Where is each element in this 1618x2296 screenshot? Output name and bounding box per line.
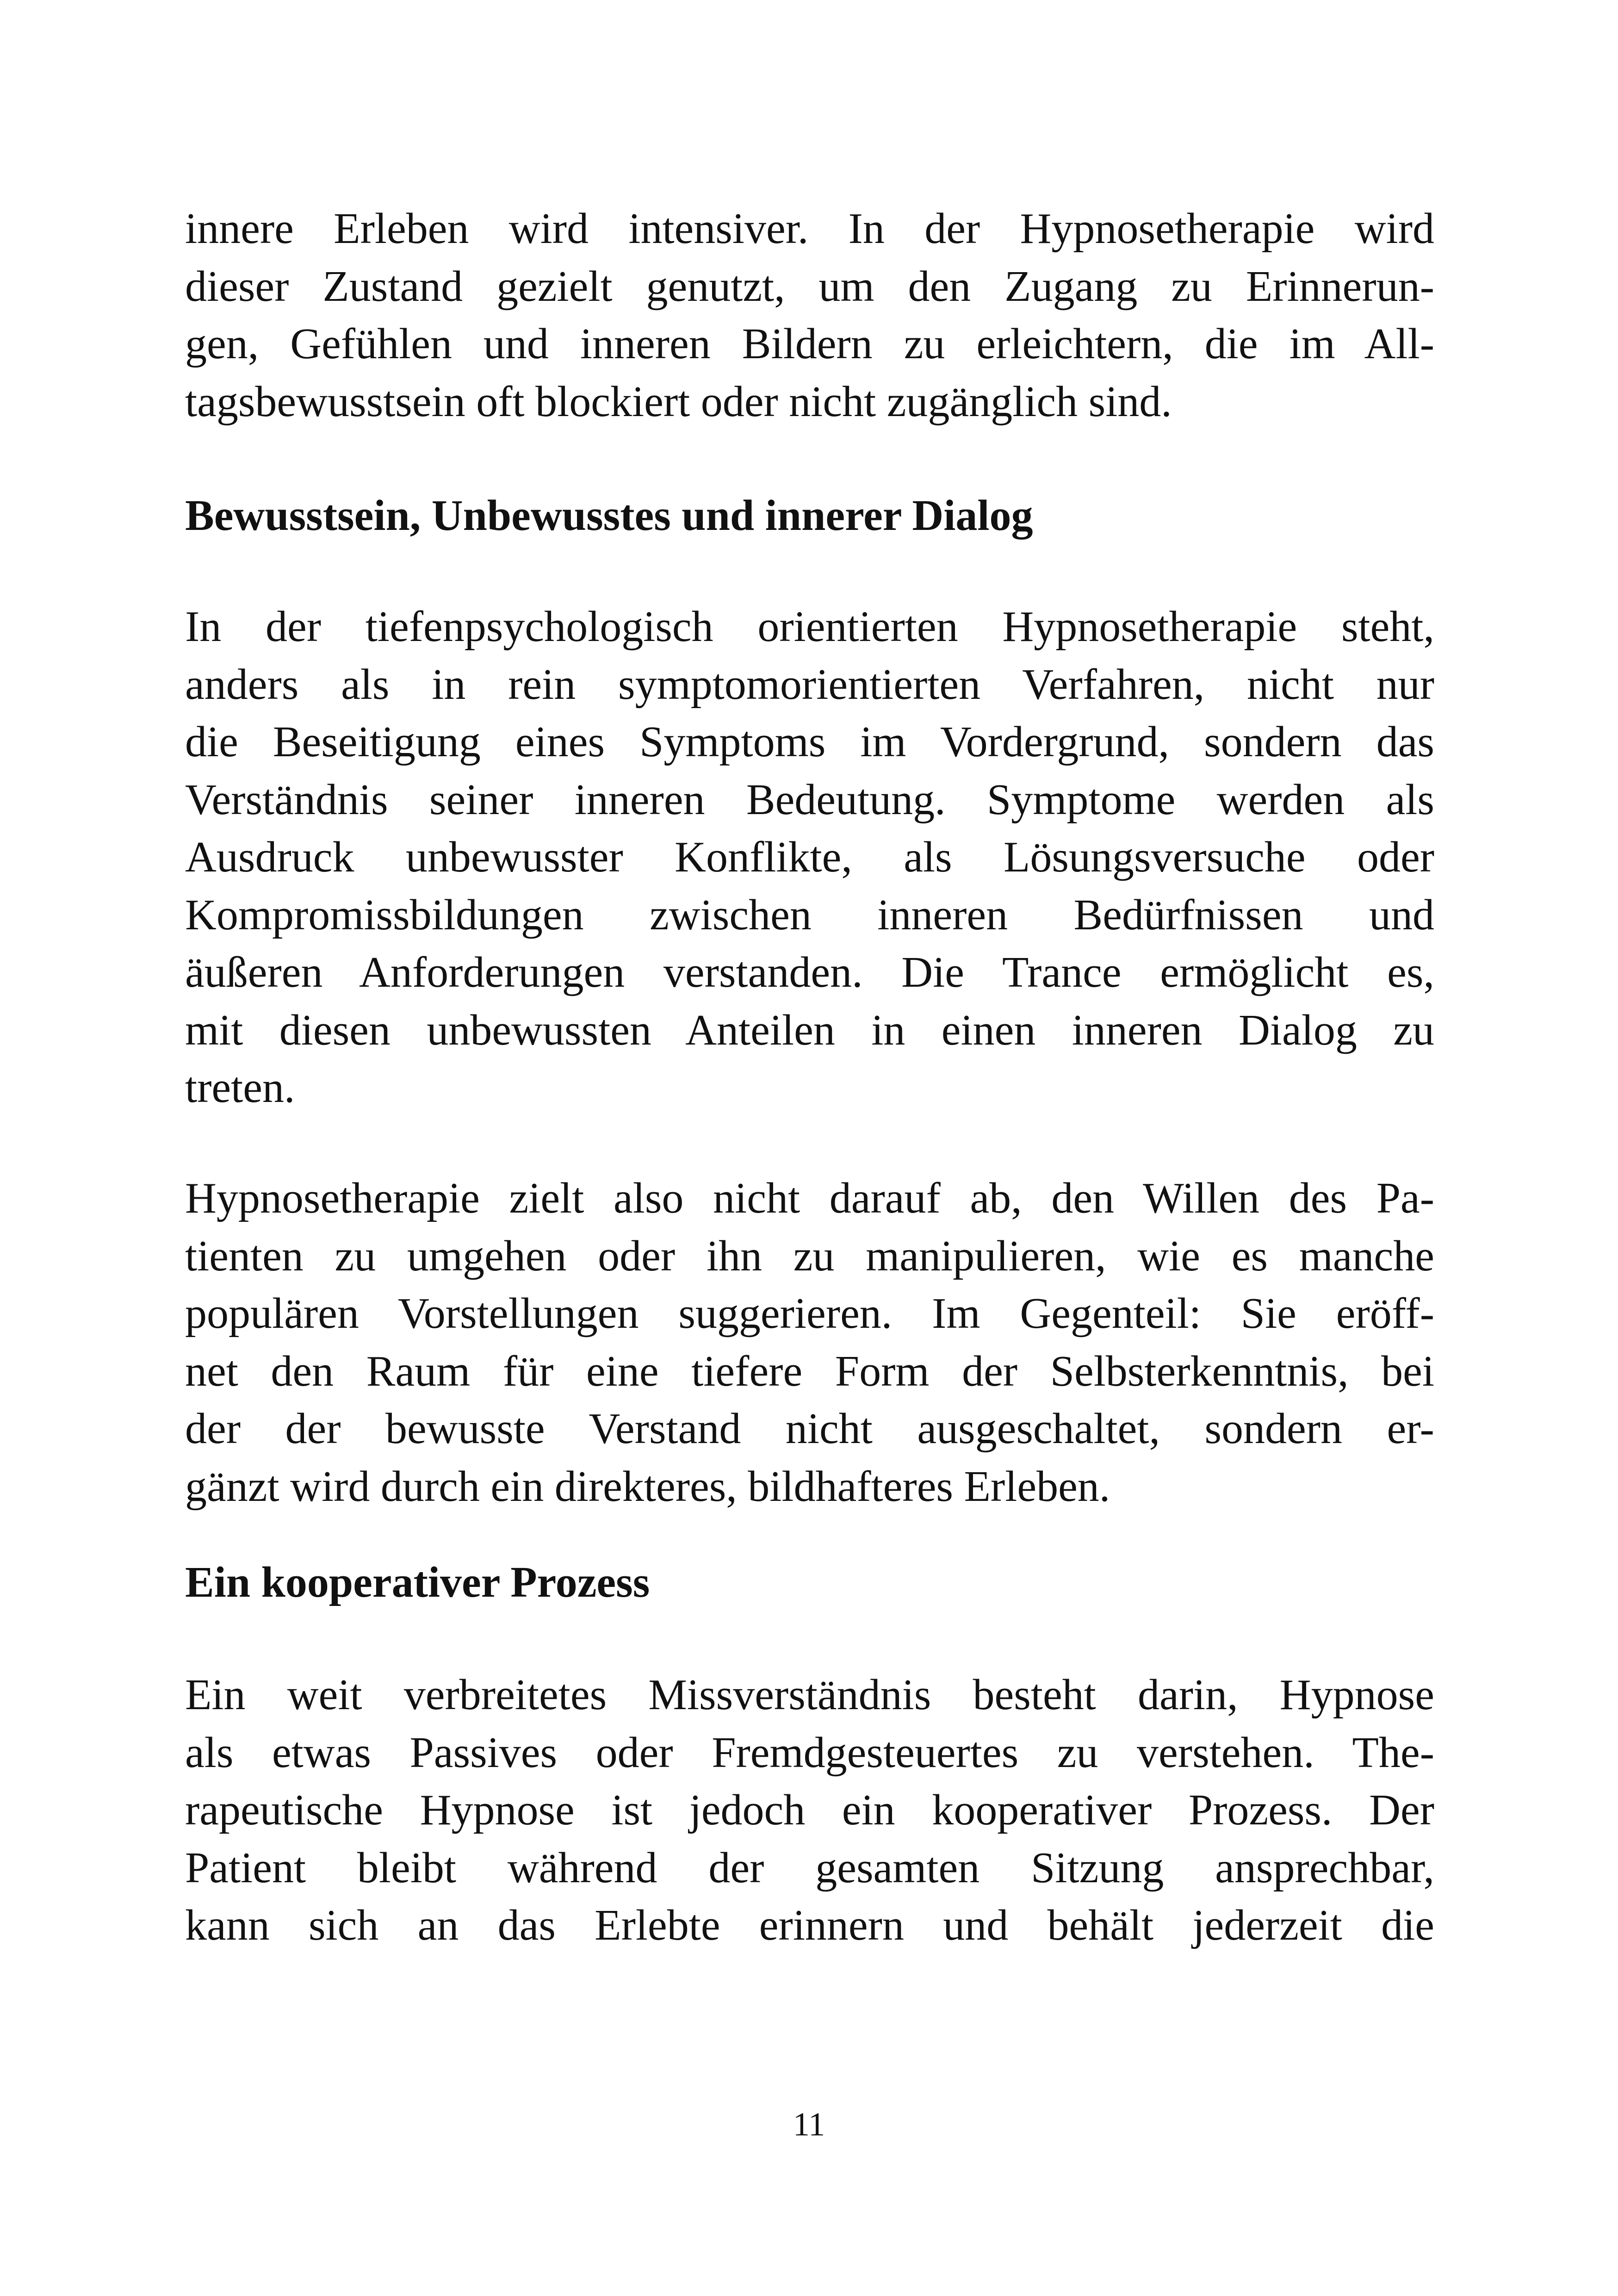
paragraph-4-line: Ein weit verbreitetes Missverständnis besteht darin, Hypnose — [185, 1671, 1434, 1719]
paragraph-2-line: äußeren Anforderungen verstanden. Die Trance ermöglicht es, — [185, 948, 1434, 996]
paragraph-1 — [185, 200, 1434, 430]
paragraph-2-line: Ausdruck unbewusster Konflikte, als Lösungsversuche oder — [185, 833, 1434, 881]
paragraph-2 — [185, 598, 1434, 1117]
page-number: 11 — [793, 2106, 825, 2143]
paragraph-2-line: die Beseitigung eines Symptoms im Vordergrund, sondern das — [185, 718, 1434, 766]
paragraph-4-line: als etwas Passives oder Fremdgesteuertes zu verstehen. The- — [185, 1728, 1434, 1777]
paragraph-2-line: Kompromissbildungen zwischen inneren Bedürfnissen und — [185, 890, 1434, 939]
paragraph-3-line: net den Raum für eine tiefere Form der Selbsterkenntnis, bei — [185, 1347, 1434, 1395]
paragraph-3-line: der der bewusste Verstand nicht ausgeschaltet, sondern er- — [185, 1405, 1434, 1453]
paragraph-3-line: tienten zu umgehen oder ihn zu manipulieren, wie es manche — [185, 1232, 1434, 1280]
paragraph-3-line: Hypnosetherapie zielt also nicht darauf ab, den Willen des Pa- — [185, 1174, 1434, 1222]
paragraph-2-line: anders als in rein symptomorientierten Verfahren, nicht nur — [185, 660, 1434, 709]
paragraph-4 — [185, 1666, 1434, 1954]
paragraph-3-line: gänzt wird durch ein direkteres, bildhafteres Erleben. — [185, 1462, 1110, 1511]
paragraph-4-line: rapeutische Hypnose ist jedoch ein kooperativer Prozess. Der — [185, 1786, 1434, 1834]
paragraph-1-line: tagsbewusstsein oft blockiert oder nicht zugänglich sind. — [185, 377, 1172, 426]
section-heading-1: Bewusstsein, Unbewusstes und innerer Dialog — [185, 492, 1033, 540]
paragraph-4-line: kann sich an das Erlebte erinnern und behält jederzeit die — [185, 1901, 1434, 1949]
paragraph-2-line: Verständnis seiner inneren Bedeutung. Symptome werden als — [185, 775, 1434, 824]
paragraph-1-line: innere Erleben wird intensiver. In der Hypnosetherapie wird — [185, 205, 1434, 253]
paragraph-1-line: gen, Gefühlen und inneren Bildern zu erleichtern, die im All- — [185, 320, 1434, 368]
paragraph-2-line: treten. — [185, 1064, 295, 1112]
paragraph-1-line: dieser Zustand gezielt genutzt, um den Zugang zu Erinnerun- — [185, 262, 1434, 311]
section-heading-2: Ein kooperativer Prozess — [185, 1558, 650, 1606]
paragraph-3 — [185, 1170, 1434, 1515]
paragraph-2-line: mit diesen unbewussten Anteilen in einen inneren Dialog zu — [185, 1006, 1434, 1054]
paragraph-4-line: Patient bleibt während der gesamten Sitzung ansprechbar, — [185, 1843, 1434, 1892]
paragraph-2-line: In der tiefenpsychologisch orientierten Hypnosetherapie steht, — [185, 603, 1434, 651]
paragraph-3-line: populären Vorstellungen suggerieren. Im Gegenteil: Sie eröff- — [185, 1289, 1434, 1338]
